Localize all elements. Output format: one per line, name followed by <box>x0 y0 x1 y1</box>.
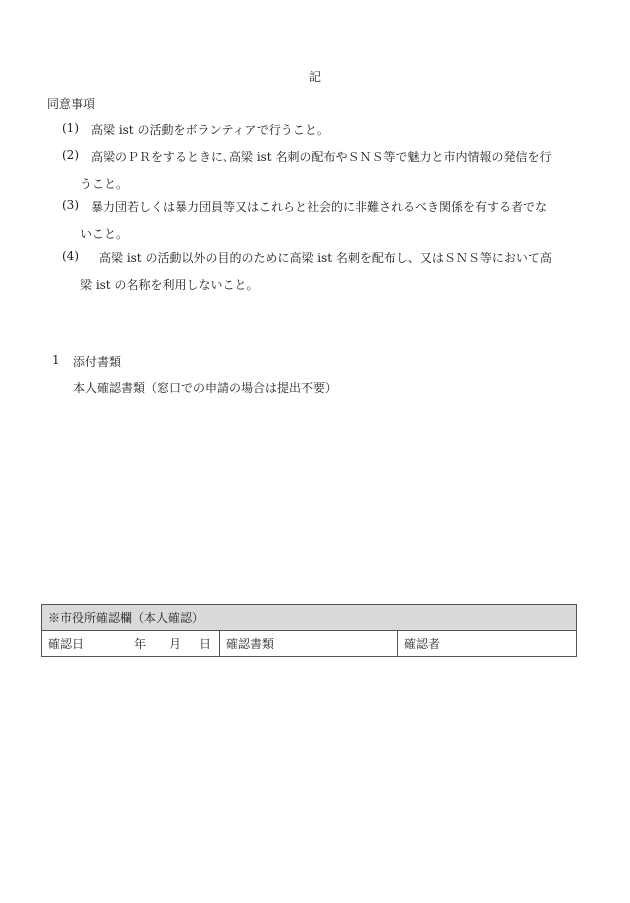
consent-item-text-continued: うこと。 <box>80 177 129 191</box>
confirmation-date-cell <box>42 631 220 657</box>
confirmation-document-cell: 確認書類 <box>220 631 398 657</box>
consent-item-text: 高梁のＰＲをするときに､高梁 ist 名刺の配布やＳＮＳ等で魅力と市内情報の発信を行 <box>91 150 552 164</box>
confirmation-date-label: 確認日 <box>48 637 85 651</box>
confirmation-confirmer-cell: 確認者 <box>398 631 577 657</box>
attachments-number: 1 <box>52 353 60 367</box>
consent-item-text: 高梁 ist の活動をボランティアで行うこと。 <box>91 123 329 137</box>
document-heading: 記 <box>308 70 321 84</box>
confirmation-year-label: 年 <box>133 637 146 651</box>
consent-item-number: (1) <box>62 121 79 135</box>
attachments-title: 添付書類 <box>73 355 122 369</box>
consent-item-number: (2) <box>62 148 79 162</box>
consent-item-text: 暴力団若しくは暴力団員等又はこれらと社会的に非難されるべき関係を有する者でな <box>91 200 548 214</box>
consent-item-text-continued: いこと。 <box>80 227 129 241</box>
attachments-body: 本人確認書類（窓口での申請の場合は提出不要） <box>73 381 338 395</box>
confirmation-month-label: 月 <box>168 637 181 651</box>
consent-item-number: (4) <box>62 249 79 263</box>
city-confirmation-table <box>41 604 577 657</box>
confirmation-day-label: 日 <box>198 637 211 651</box>
consent-section-title: 同意事項 <box>47 97 96 111</box>
consent-item-number: (3) <box>62 198 79 212</box>
consent-item-text-continued: 梁 ist の名称を利用しないこと。 <box>80 278 259 292</box>
consent-item-text: 高梁 ist の活動以外の目的のために高梁 ist 名刺を配布し、又はＳＮＳ等において高 <box>99 251 552 265</box>
confirmation-table-header: ※市役所確認欄（本人確認） <box>42 605 577 631</box>
